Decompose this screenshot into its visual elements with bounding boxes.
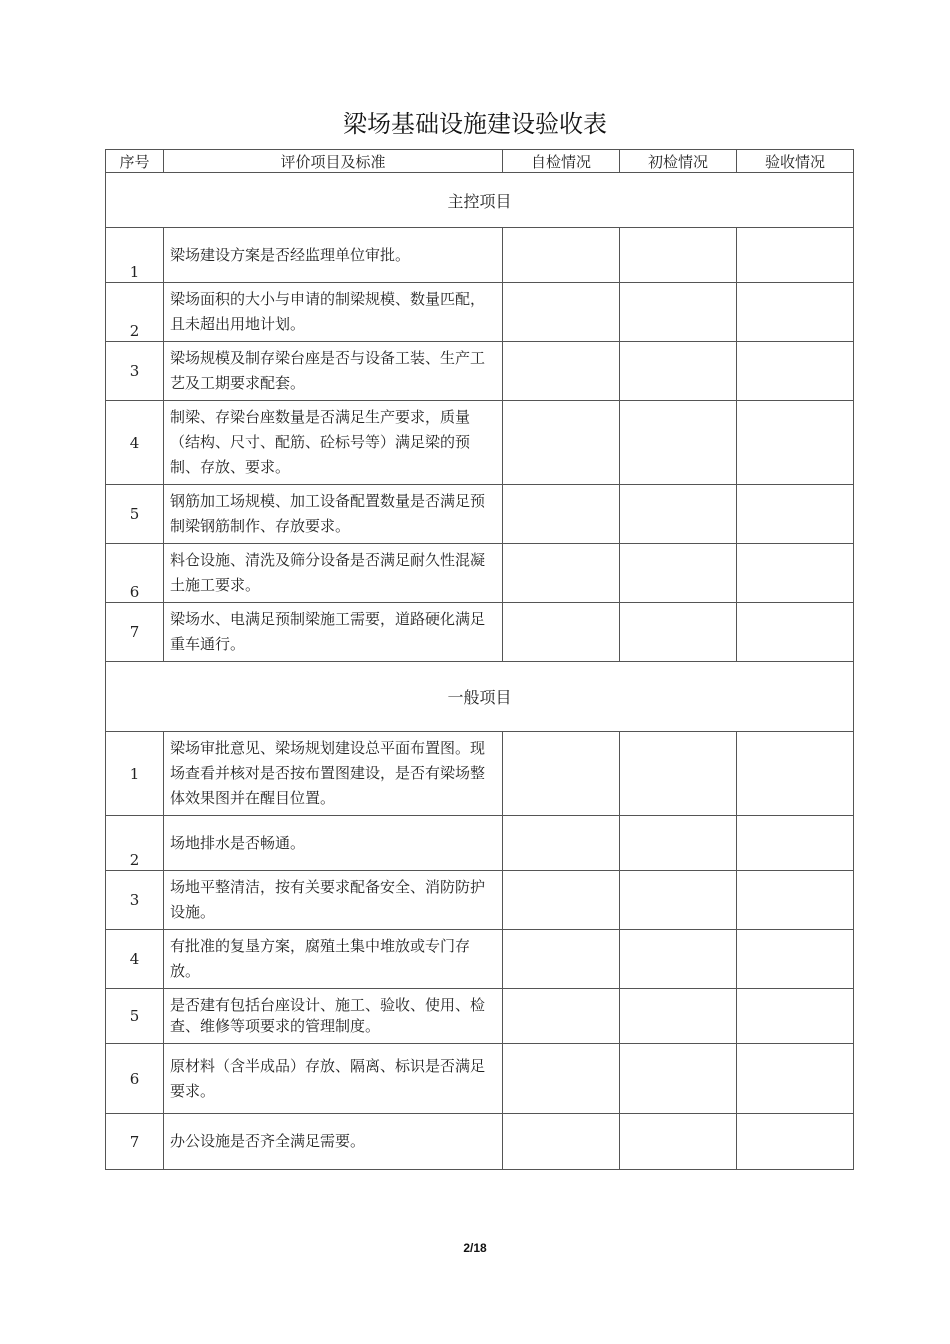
acceptance-cell[interactable] [737,871,854,930]
row-criteria: 梁场规模及制存梁台座是否与设备工装、生产工艺及工期要求配套。 [164,342,503,401]
acceptance-cell[interactable] [737,603,854,662]
initial-check-cell[interactable] [620,732,737,816]
self-check-cell[interactable] [503,732,620,816]
table-row [106,930,854,989]
initial-check-cell[interactable] [620,342,737,401]
acceptance-cell[interactable] [737,485,854,544]
acceptance-cell[interactable] [737,544,854,603]
self-check-cell[interactable] [503,283,620,342]
row-number: 4 [106,401,164,485]
row-criteria: 钢筋加工场规模、加工设备配置数量是否满足预制梁钢筋制作、存放要求。 [164,485,503,544]
section-row [106,173,854,228]
row-number: 4 [106,930,164,989]
table-row [106,732,854,816]
acceptance-cell[interactable] [737,342,854,401]
table-row [106,283,854,342]
row-number: 2 [106,283,164,342]
initial-check-cell[interactable] [620,283,737,342]
self-check-cell[interactable] [503,228,620,283]
initial-check-cell[interactable] [620,816,737,871]
table-row [106,544,854,603]
header-acceptance: 验收情况 [737,150,854,173]
table-row [106,342,854,401]
initial-check-cell[interactable] [620,228,737,283]
table-row [106,603,854,662]
row-criteria: 场地排水是否畅通。 [164,816,503,871]
self-check-cell[interactable] [503,871,620,930]
initial-check-cell[interactable] [620,930,737,989]
acceptance-table [105,149,854,1170]
row-criteria: 办公设施是否齐全满足需要。 [164,1114,503,1170]
acceptance-cell[interactable] [737,283,854,342]
table-row [106,1044,854,1114]
self-check-cell[interactable] [503,342,620,401]
table-row [106,871,854,930]
self-check-cell[interactable] [503,1044,620,1114]
row-criteria: 场地平整清洁，按有关要求配备安全、消防防护设施。 [164,871,503,930]
header-self-check: 自检情况 [503,150,620,173]
header-initial-check: 初检情况 [620,150,737,173]
table-row [106,485,854,544]
initial-check-cell[interactable] [620,544,737,603]
self-check-cell[interactable] [503,1114,620,1170]
row-criteria: 原材料（含半成品）存放、隔离、标识是否满足要求。 [164,1044,503,1114]
acceptance-cell[interactable] [737,732,854,816]
row-number: 1 [106,732,164,816]
acceptance-cell[interactable] [737,401,854,485]
initial-check-cell[interactable] [620,401,737,485]
row-criteria: 梁场面积的大小与申请的制梁规模、数量匹配，且未超出用地计划。 [164,283,503,342]
acceptance-cell[interactable] [737,1044,854,1114]
self-check-cell[interactable] [503,485,620,544]
section-title-main-control: 主控项目 [106,173,854,228]
acceptance-cell[interactable] [737,1114,854,1170]
header-no: 序号 [106,150,164,173]
self-check-cell[interactable] [503,816,620,871]
row-number: 7 [106,603,164,662]
row-number: 5 [106,989,164,1044]
row-criteria: 梁场水、电满足预制梁施工需要，道路硬化满足重车通行。 [164,603,503,662]
table-row [106,1114,854,1170]
row-criteria: 有批准的复垦方案，腐殖土集中堆放或专门存放。 [164,930,503,989]
section-title-general: 一般项目 [106,662,854,732]
row-criteria: 制梁、存梁台座数量是否满足生产要求，质量（结构、尺寸、配筋、砼标号等）满足梁的预制、存放、要求。 [164,401,503,485]
self-check-cell[interactable] [503,401,620,485]
header-item: 评价项目及标准 [164,150,503,173]
page-number: 2/18 [463,1241,487,1255]
row-number: 3 [106,342,164,401]
row-number: 6 [106,1044,164,1114]
page-title: 梁场基础设施建设验收表 [343,110,607,138]
initial-check-cell[interactable] [620,1044,737,1114]
self-check-cell[interactable] [503,989,620,1044]
row-criteria: 梁场审批意见、梁场规划建设总平面布置图。现场查看并核对是否按布置图建设，是否有梁场整体效果图并在醒目位置。 [164,732,503,816]
initial-check-cell[interactable] [620,871,737,930]
table-row [106,989,854,1044]
section-row [106,662,854,732]
row-number: 2 [106,816,164,871]
acceptance-cell[interactable] [737,228,854,283]
row-criteria: 是否建有包括台座设计、施工、验收、使用、检查、维修等项要求的管理制度。 [164,989,503,1044]
table-row [106,816,854,871]
row-criteria: 梁场建设方案是否经监理单位审批。 [164,228,503,283]
initial-check-cell[interactable] [620,1114,737,1170]
table-row [106,401,854,485]
self-check-cell[interactable] [503,603,620,662]
table-row [106,228,854,283]
header-row [106,150,854,173]
row-criteria: 料仓设施、清洗及筛分设备是否满足耐久性混凝土施工要求。 [164,544,503,603]
acceptance-cell[interactable] [737,930,854,989]
row-number: 1 [106,228,164,283]
initial-check-cell[interactable] [620,989,737,1044]
self-check-cell[interactable] [503,930,620,989]
acceptance-cell[interactable] [737,989,854,1044]
initial-check-cell[interactable] [620,603,737,662]
acceptance-cell[interactable] [737,816,854,871]
self-check-cell[interactable] [503,544,620,603]
row-number: 7 [106,1114,164,1170]
initial-check-cell[interactable] [620,485,737,544]
row-number: 5 [106,485,164,544]
row-number: 3 [106,871,164,930]
row-number: 6 [106,544,164,603]
